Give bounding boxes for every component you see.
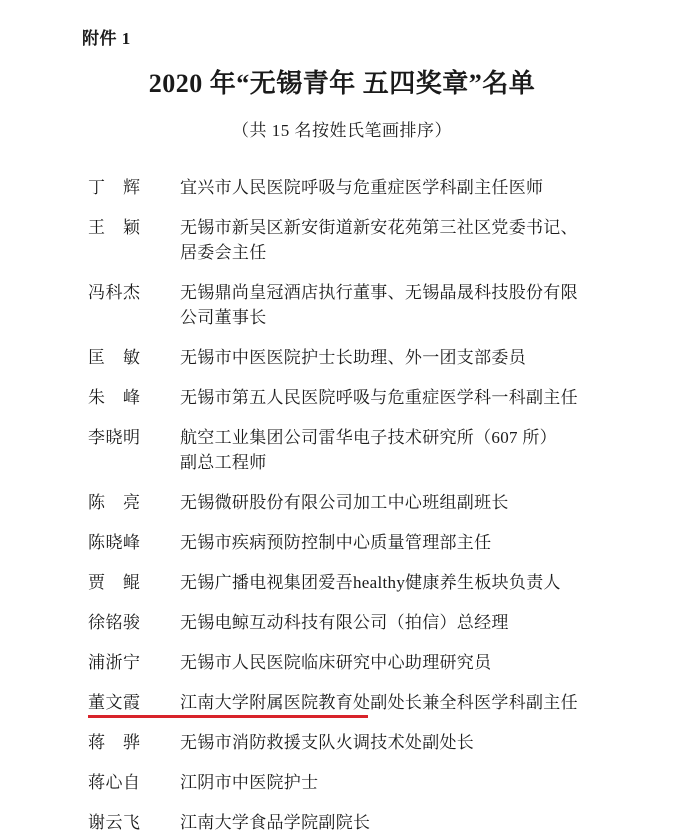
list-item bbox=[88, 690, 628, 715]
award-list bbox=[46, 175, 638, 835]
list-item bbox=[88, 530, 628, 555]
recipient-title bbox=[180, 690, 628, 715]
recipient-title-line1: 无锡市中医医院护士长助理、外一团支部委员 bbox=[180, 348, 526, 367]
recipient-title bbox=[180, 490, 628, 515]
recipient-title bbox=[180, 570, 628, 595]
recipient-title-line1: 无锡市第五人民医院呼吸与危重症医学科一科副主任 bbox=[180, 388, 578, 407]
recipient-name: 陈晓峰 bbox=[88, 533, 141, 552]
recipient-title bbox=[180, 425, 628, 475]
list-item bbox=[88, 490, 628, 515]
recipient-title-line1: 无锡广播电视集团爱吾healthy健康养生板块负责人 bbox=[180, 573, 561, 592]
page-subtitle: （共 15 名按姓氏笔画排序） bbox=[232, 121, 452, 140]
recipient-title bbox=[180, 530, 628, 555]
list-item bbox=[88, 385, 628, 410]
recipient-name: 浦浙宁 bbox=[88, 653, 141, 672]
recipient-name: 董文霞 bbox=[88, 693, 141, 712]
recipient-title-line1: 江南大学附属医院教育处副处长兼全科医学科副主任 bbox=[180, 693, 578, 712]
recipient-name: 谢云飞 bbox=[88, 813, 141, 832]
recipient-name: 冯科杰 bbox=[88, 283, 141, 302]
recipient-name: 陈 亮 bbox=[88, 493, 141, 512]
recipient-title-line1: 航空工业集团公司雷华电子技术研究所（607 所） bbox=[180, 428, 557, 447]
recipient-name: 朱 峰 bbox=[88, 388, 141, 407]
recipient-title-line1: 无锡市消防救援支队火调技术处副处长 bbox=[180, 733, 475, 752]
recipient-name: 丁 辉 bbox=[88, 178, 141, 197]
recipient-title bbox=[180, 280, 628, 330]
recipient-title bbox=[180, 730, 628, 755]
recipient-name: 匡 敏 bbox=[88, 348, 141, 367]
recipient-name: 王 颖 bbox=[88, 218, 141, 237]
recipient-title bbox=[180, 610, 628, 635]
page-title: 2020 年“无锡青年 五四奖章”名单 bbox=[148, 69, 536, 98]
list-item bbox=[88, 280, 628, 330]
recipient-title-line1: 江阴市中医院护士 bbox=[180, 773, 319, 792]
recipient-title-line2: 公司董事长 bbox=[180, 308, 267, 327]
list-item bbox=[88, 810, 628, 835]
list-item bbox=[88, 650, 628, 675]
list-item bbox=[88, 215, 628, 265]
recipient-name: 徐铭骏 bbox=[88, 613, 141, 632]
list-item bbox=[88, 425, 628, 475]
recipient-title-line1: 无锡市人民医院临床研究中心助理研究员 bbox=[180, 653, 492, 672]
recipient-title-line1: 无锡市疾病预防控制中心质量管理部主任 bbox=[180, 533, 492, 552]
recipient-title-line1: 江南大学食品学院副院长 bbox=[180, 813, 371, 832]
recipient-title-line1: 无锡电鲸互动科技有限公司（拍信）总经理 bbox=[180, 613, 509, 632]
list-item bbox=[88, 345, 628, 370]
list-item bbox=[88, 770, 628, 795]
attachment-label: 附件 1 bbox=[82, 29, 131, 48]
recipient-title bbox=[180, 810, 628, 835]
recipient-title bbox=[180, 215, 628, 265]
recipient-title-line1: 无锡市新吴区新安街道新安花苑第三社区党委书记、 bbox=[180, 218, 578, 237]
recipient-title-line1: 无锡鼎尚皇冠酒店执行董事、无锡晶晟科技股份有限 bbox=[180, 283, 578, 302]
recipient-name: 李晓明 bbox=[88, 428, 141, 447]
recipient-title-line1: 宜兴市人民医院呼吸与危重症医学科副主任医师 bbox=[180, 178, 544, 197]
recipient-title bbox=[180, 650, 628, 675]
recipient-title-line2: 居委会主任 bbox=[180, 243, 267, 262]
recipient-name: 蒋心自 bbox=[88, 773, 141, 792]
recipient-title-line1: 无锡微研股份有限公司加工中心班组副班长 bbox=[180, 493, 509, 512]
recipient-title bbox=[180, 385, 628, 410]
list-item bbox=[88, 570, 628, 595]
list-item bbox=[88, 730, 628, 755]
list-item bbox=[88, 610, 628, 635]
recipient-name: 贾 鲲 bbox=[88, 573, 141, 592]
list-item bbox=[88, 175, 628, 200]
recipient-title bbox=[180, 175, 628, 200]
recipient-title-line2: 副总工程师 bbox=[180, 453, 267, 472]
recipient-title bbox=[180, 770, 628, 795]
red-underline-annotation bbox=[88, 715, 368, 718]
recipient-name: 蒋 骅 bbox=[88, 733, 141, 752]
recipient-title bbox=[180, 345, 628, 370]
